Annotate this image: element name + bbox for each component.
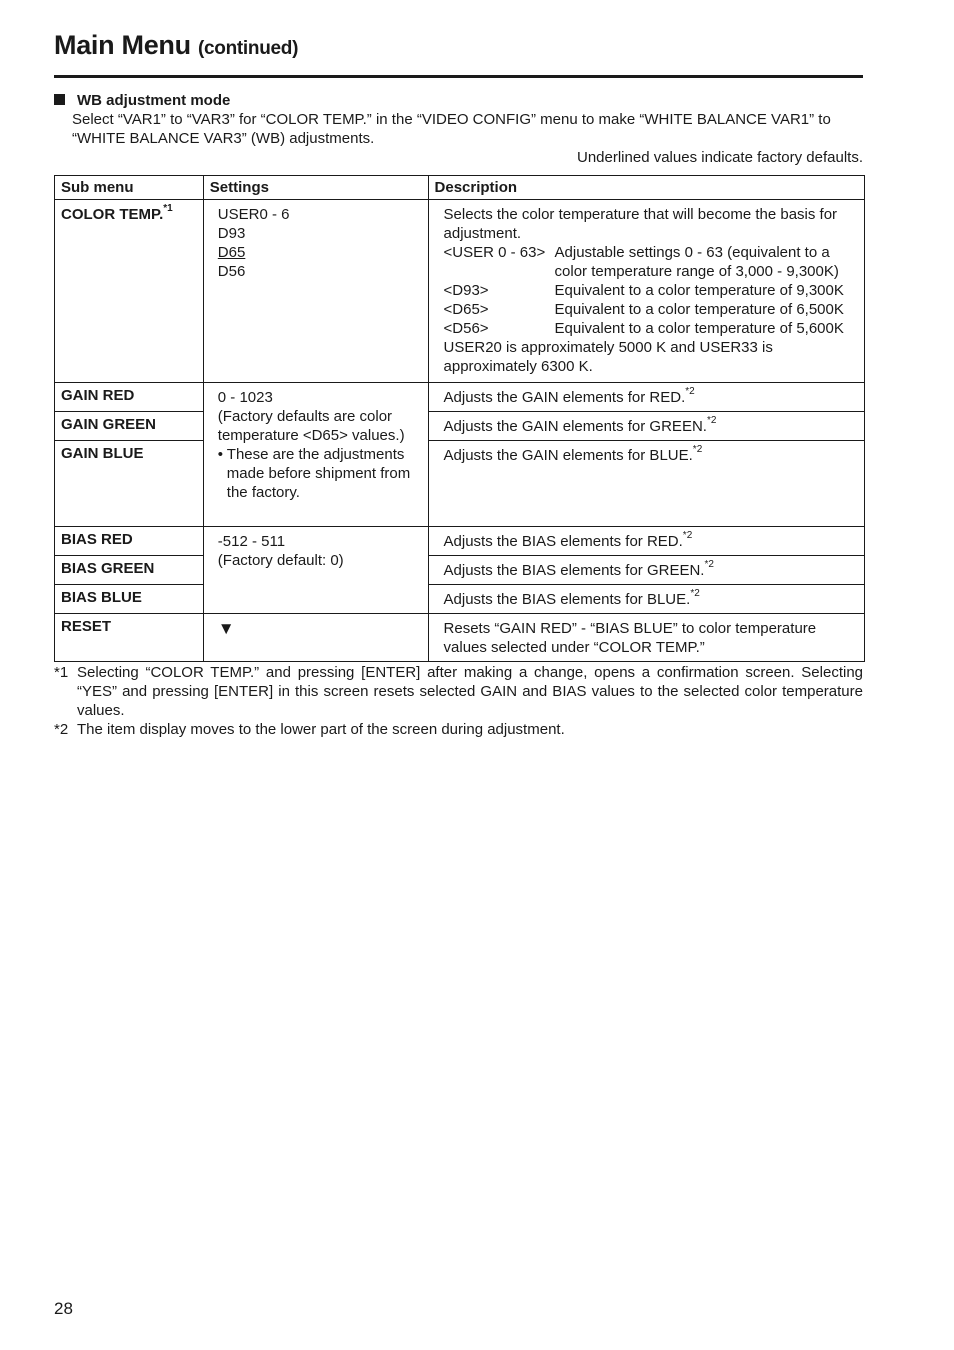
setting-bullet: • These are the adjustments made before shipment from the factory.: [217, 446, 411, 501]
gain-settings-cell: [203, 383, 428, 527]
description-cell: Adjusts the BIAS elements for BLUE.$^{*2}$: [428, 585, 864, 614]
sub-menu-cell: GAIN RED: [55, 383, 204, 412]
sub-menu-name: COLOR TEMP.: [61, 206, 164, 223]
description-cell: Resets “GAIN RED” - “BIAS BLUE” to color temperature values selected under “COLOR TEMP.”: [428, 614, 864, 662]
footnote: [54, 720, 863, 739]
option-definition: <D93> Equivalent to a color temperature of 9,300K: [443, 282, 844, 299]
footnote-text: Selecting “COLOR TEMP.” and pressing [ENTER] after making a change, opens a confirmation screen. Selecting “YES” and pressing [ENTER] in this screen resets selected GAIN and BIAS values to the selected color temperature values.: [77, 664, 863, 719]
page-title-continued: (continued): [198, 38, 299, 59]
table-row-gain-red: [55, 383, 865, 412]
table-row-gain-green: [55, 412, 865, 441]
option-definition: <USER 0 - 63> Adjustable settings 0 - 63 (equivalent to a color temperature range of 3,000 - 9,300K): [443, 244, 839, 280]
footnotes: [54, 663, 863, 739]
sub-menu-cell: GAIN GREEN: [55, 412, 204, 441]
page-title: [54, 30, 298, 61]
footnote-ref: *2: [706, 415, 717, 426]
option-definition: <D56> Equivalent to a color temperature of 5,600K: [443, 320, 844, 337]
sub-menu-cell: BIAS GREEN: [55, 556, 204, 585]
sub-menu-cell: GAIN BLUE: [55, 441, 204, 527]
section-title: WB adjustment mode: [77, 92, 231, 109]
down-triangle-icon: ▼: [217, 619, 235, 638]
square-bullet-icon: [54, 94, 65, 105]
table-row-gain-blue: [55, 441, 865, 527]
table-row-bias-green: [55, 556, 865, 585]
settings-cell: [203, 200, 428, 383]
setting-defaults: (Factory defaults are color temperature <D65> values.): [217, 408, 405, 444]
footnote-text: The item display moves to the lower part of the screen during adjustment.: [77, 721, 565, 738]
sub-menu-cell: BIAS RED: [55, 527, 204, 556]
bias-settings-cell: [203, 527, 428, 614]
setting-option-default: D65: [217, 244, 246, 261]
footnote: [54, 663, 863, 720]
page-title-main: Main Menu: [54, 30, 191, 60]
footnote-ref: *1: [163, 203, 173, 214]
section-heading: [54, 92, 230, 109]
setting-range: 0 - 1023: [217, 389, 273, 406]
description-cell: Adjusts the GAIN elements for RED.$^{*2}$: [428, 383, 864, 412]
column-header-description: Description: [428, 176, 864, 200]
table-header-row: [55, 176, 865, 200]
settings-cell: [203, 614, 428, 662]
description-cell: [428, 200, 864, 383]
column-header-sub-menu: Sub menu: [55, 176, 204, 200]
table-row-reset: [55, 614, 865, 662]
description-cell: Adjusts the GAIN elements for GREEN.$^{*2}$: [428, 412, 864, 441]
footnote-ref: *2: [682, 530, 693, 541]
setting-range: -512 - 511: [217, 533, 286, 550]
footnote-ref: *2: [704, 559, 714, 570]
description-cell: Adjusts the GAIN elements for BLUE.$^{*2}$: [428, 441, 864, 527]
table-row-bias-blue: [55, 585, 865, 614]
sub-menu-cell: RESET: [55, 614, 204, 662]
defaults-note: Underlined values indicate factory defaults.: [577, 149, 863, 166]
page-number: 28: [54, 1299, 73, 1318]
column-header-settings: Settings: [203, 176, 428, 200]
table-row-color-temp: [55, 200, 865, 383]
footnote-ref: *2: [690, 588, 700, 599]
sub-menu-cell: BIAS BLUE: [55, 585, 204, 614]
footnote-mark: *1: [54, 664, 69, 681]
footnote-mark: *2: [54, 721, 69, 738]
wb-adjustment-table: [54, 175, 865, 662]
table-row-bias-red: [55, 527, 865, 556]
description-intro: Selects the color temperature that will become the basis for adjustment.: [443, 206, 838, 242]
footnote-ref: *2: [692, 444, 703, 455]
bullet-icon: •: [217, 446, 224, 463]
setting-option: D93: [217, 225, 246, 242]
setting-option: D56: [217, 263, 246, 280]
footnote-ref: *2: [685, 386, 695, 397]
section-intro: Select “VAR1” to “VAR3” for “COLOR TEMP.” in the “VIDEO CONFIG” menu to make “WHITE BALANCE VAR1” to “WHITE BALANCE VAR3” (WB) adjustments.: [72, 111, 831, 147]
option-definition: <D65> Equivalent to a color temperature of 6,500K: [443, 301, 844, 318]
sub-menu-cell: [55, 200, 204, 383]
description-note: USER20 is approximately 5000 K and USER33 is approximately 6300 K.: [443, 339, 773, 375]
description-cell: Adjusts the BIAS elements for RED.$^{*2}$: [428, 527, 864, 556]
setting-option: USER0 - 6: [217, 206, 290, 223]
setting-default: (Factory default: 0): [217, 552, 344, 569]
description-cell: Adjusts the BIAS elements for GREEN.$^{*2}$: [428, 556, 864, 585]
title-rule: [54, 75, 863, 78]
